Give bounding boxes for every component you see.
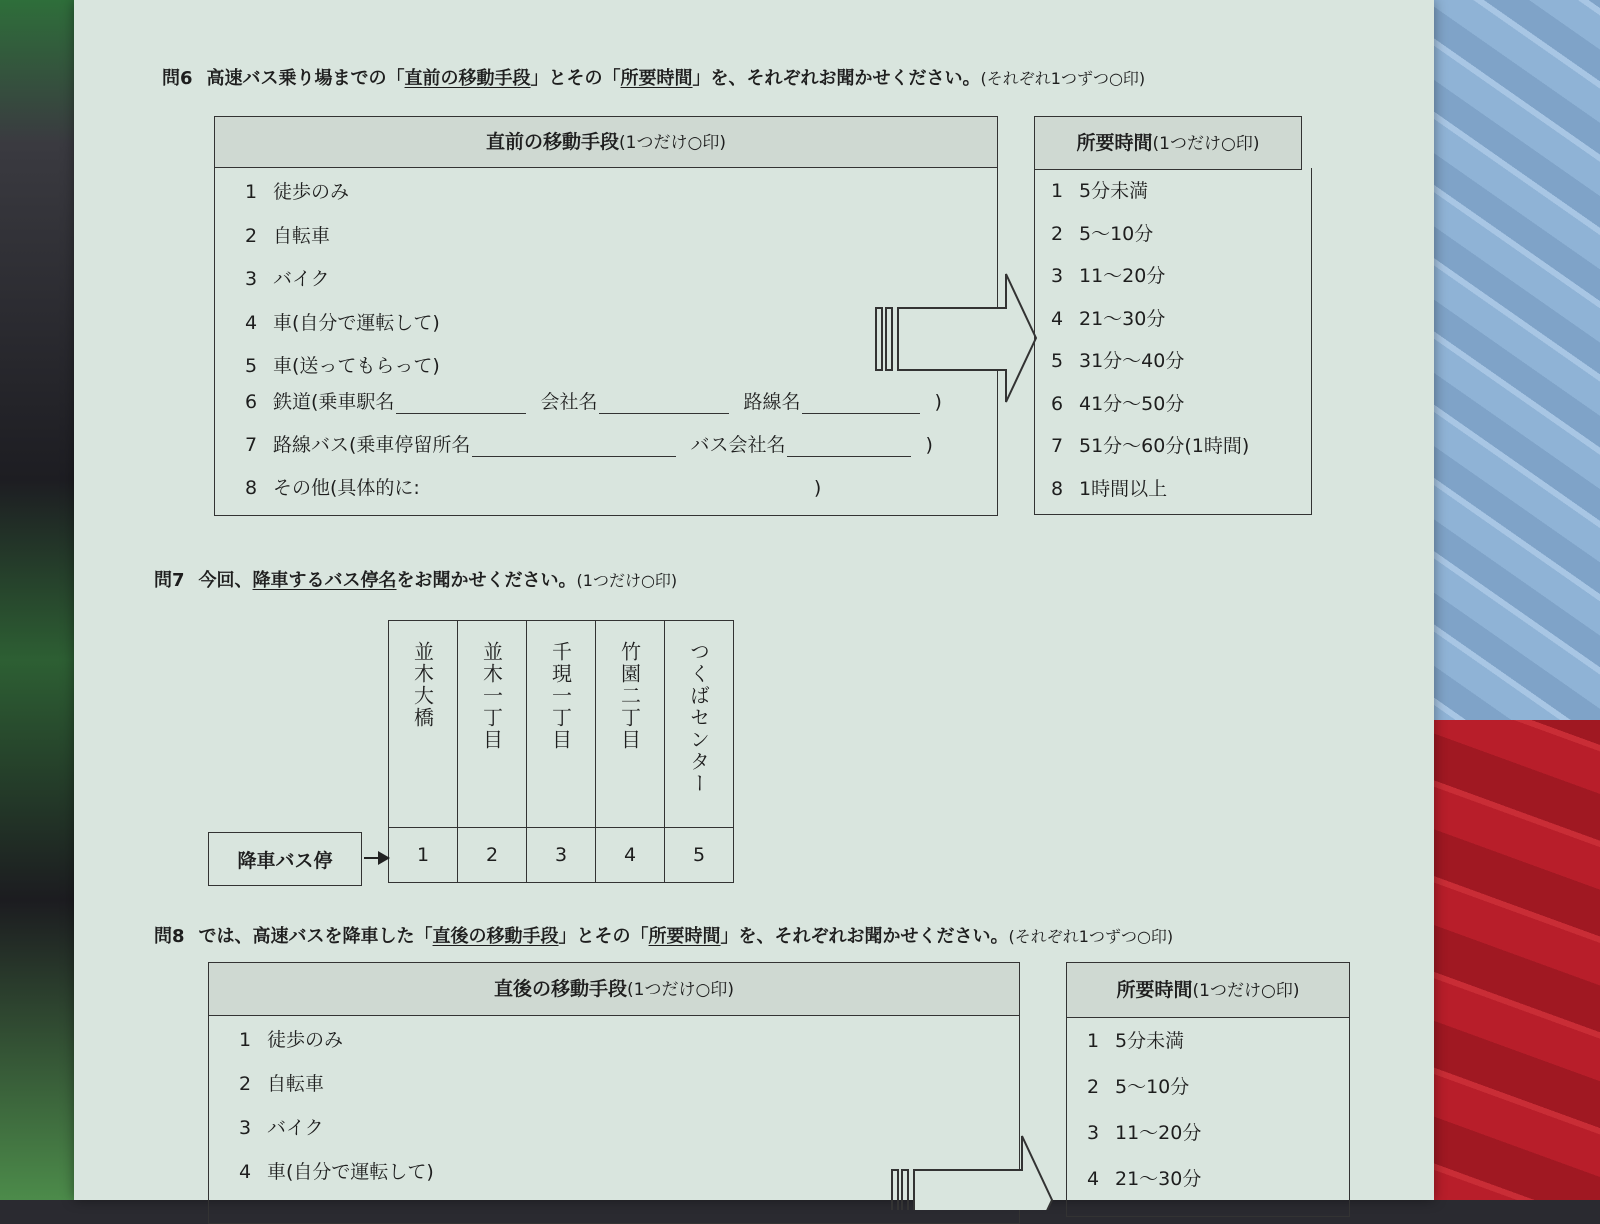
q6-underlined-time: 所要時間 xyxy=(620,68,693,89)
option-label: 自転車 xyxy=(267,1073,325,1095)
q8-title xyxy=(154,922,1173,948)
q7-underlined-text: 降車するバス停名 xyxy=(252,570,397,591)
q7-text-post: をお聞かせください。 xyxy=(396,570,577,591)
q8-time-option-3[interactable] xyxy=(1087,1118,1201,1145)
option-label: 5分未満 xyxy=(1115,1030,1185,1052)
option-number: 2 xyxy=(239,1073,252,1095)
q8-time-box xyxy=(1066,1016,1350,1217)
q6-title xyxy=(162,64,1145,90)
option-label: 車(自分で運転して) xyxy=(273,311,440,334)
q8-time-header-inner xyxy=(1067,963,1349,1017)
bus-stop-name: 並木一丁目 xyxy=(479,641,504,751)
q6-underlined-means: 直前の移動手段 xyxy=(404,68,531,89)
option-label: 21～30分 xyxy=(1115,1168,1202,1190)
q8-text-post: 」を、それぞれお聞かせください。 xyxy=(720,926,1009,947)
bus-stop-name-cell xyxy=(665,621,734,828)
option-label: 11～20分 xyxy=(1115,1122,1202,1144)
q6-text: 高速バス乗り場までの「 xyxy=(206,68,405,89)
company-name-blank[interactable] xyxy=(599,393,729,414)
q6-right-arrow-icon xyxy=(874,268,1044,408)
q6-option-4[interactable] xyxy=(245,308,440,335)
q6-option-3[interactable] xyxy=(245,264,330,291)
station-name-blank[interactable] xyxy=(396,393,526,414)
option-number: 4 xyxy=(1087,1168,1100,1190)
q6-time-option-5[interactable] xyxy=(1051,346,1184,373)
option-label: 鉄道( xyxy=(273,391,319,413)
bus-stop-name: 並木大橋 xyxy=(410,641,435,729)
option-number: 7 xyxy=(245,434,258,456)
bus-stop-choice-1[interactable]: 1 xyxy=(389,828,458,883)
paren-close: ) xyxy=(813,477,822,499)
q8-time-header-sub: (1つだけ○印) xyxy=(1192,981,1300,1001)
bus-stop-name-blank[interactable] xyxy=(472,436,676,457)
option-number: 3 xyxy=(239,1117,252,1139)
q7-row-label: 降車バス停 xyxy=(208,832,362,886)
q8-option-3[interactable] xyxy=(239,1113,324,1140)
field-label-bus-stop: 乗車停留所名 xyxy=(356,434,471,456)
q6-option-8[interactable] xyxy=(245,473,821,500)
q6-option-2[interactable] xyxy=(245,221,330,248)
q7-bus-stop-table xyxy=(388,620,734,883)
field-label-line: 路線名 xyxy=(743,391,801,413)
q8-time-header xyxy=(1066,962,1350,1018)
q8-underlined-time: 所要時間 xyxy=(648,926,721,947)
paren-close: ) xyxy=(934,391,942,413)
q8-right-arrow-icon xyxy=(890,1130,1060,1210)
q6-time-option-8[interactable] xyxy=(1051,474,1167,501)
option-number: 1 xyxy=(245,181,258,203)
q6-text-mid: 」とその「 xyxy=(530,68,621,89)
paren-close: ) xyxy=(925,434,933,456)
q7-text: 今回、 xyxy=(198,570,253,591)
q6-number: 問6 xyxy=(162,68,193,89)
option-label: 自転車 xyxy=(273,224,331,247)
q8-means-header xyxy=(209,963,1019,1016)
option-number: 1 xyxy=(1087,1030,1100,1052)
option-label: 徒歩のみ xyxy=(273,181,350,203)
option-label: 31分～40分 xyxy=(1079,350,1185,372)
field-label-company: 会社名 xyxy=(540,391,598,413)
q6-time-box xyxy=(1034,168,1312,515)
q6-option-5[interactable] xyxy=(245,351,440,378)
option-label: 11～20分 xyxy=(1079,265,1166,287)
q8-time-option-4[interactable] xyxy=(1087,1164,1201,1191)
option-label: 路線バス( xyxy=(273,434,357,456)
bus-stop-name-cell xyxy=(596,621,665,828)
q6-time-option-3[interactable] xyxy=(1051,261,1165,288)
option-number: 7 xyxy=(1051,435,1064,457)
survey-sheet xyxy=(74,0,1434,1200)
option-number: 3 xyxy=(1087,1122,1100,1144)
q6-means-header-text: 直前の移動手段 xyxy=(486,131,620,153)
q7-arrow-icon xyxy=(364,848,392,868)
q6-time-option-2[interactable] xyxy=(1051,219,1153,246)
q8-time-option-2[interactable] xyxy=(1087,1072,1189,1099)
field-label-station: 乗車駅名 xyxy=(318,391,395,413)
option-label: その他(具体的に: xyxy=(273,477,420,499)
bus-stop-choice-4[interactable]: 4 xyxy=(596,828,665,883)
option-label: 21～30分 xyxy=(1079,307,1166,330)
q6-time-option-4[interactable] xyxy=(1051,304,1165,331)
q8-means-header-sub: (1つだけ○印) xyxy=(627,980,734,1000)
q7-title xyxy=(154,566,677,592)
q6-time-header-inner xyxy=(1035,117,1301,169)
option-number: 6 xyxy=(1051,392,1064,415)
option-number: 2 xyxy=(245,224,258,247)
option-number: 2 xyxy=(1087,1076,1100,1098)
bus-company-blank[interactable] xyxy=(787,436,911,457)
q8-option-2[interactable] xyxy=(239,1069,324,1096)
q6-text-post: 」を、それぞれお聞かせください。 xyxy=(692,68,981,89)
option-number: 8 xyxy=(245,477,258,499)
q8-option-4[interactable] xyxy=(239,1157,434,1184)
q8-text: では、高速バスを降車した「 xyxy=(198,926,433,947)
q8-means-header-text: 直後の移動手段 xyxy=(494,978,628,1000)
q8-time-option-1[interactable] xyxy=(1087,1026,1184,1053)
bus-stop-choice-5[interactable]: 5 xyxy=(665,828,734,883)
q6-note: (それぞれ1つずつ○印) xyxy=(980,69,1146,88)
q8-option-1[interactable] xyxy=(239,1025,343,1052)
option-number: 1 xyxy=(239,1029,252,1051)
option-number: 5 xyxy=(245,355,258,377)
q8-note: (それぞれ1つずつ○印) xyxy=(1008,927,1174,946)
field-label-bus-company: バス会社名 xyxy=(690,434,786,456)
option-number: 8 xyxy=(1051,477,1064,500)
option-number: 6 xyxy=(245,391,258,413)
option-label: 車(自分で運転して) xyxy=(267,1161,434,1183)
option-number: 3 xyxy=(245,268,258,290)
q7-note: (1つだけ○印) xyxy=(576,571,678,590)
option-label: 5～10分 xyxy=(1115,1076,1190,1098)
q6-time-option-6[interactable] xyxy=(1051,389,1184,416)
option-label: 車(送ってもらって) xyxy=(273,355,440,377)
bus-stop-name-cell xyxy=(389,621,458,828)
option-number: 5 xyxy=(1051,350,1064,372)
bus-stop-choice-2[interactable]: 2 xyxy=(458,828,527,883)
q8-time-header-text: 所要時間 xyxy=(1116,979,1193,1001)
q8-underlined-means: 直後の移動手段 xyxy=(432,926,559,947)
option-number: 4 xyxy=(245,311,258,334)
q6-option-7[interactable] xyxy=(245,430,933,457)
option-label: バイク xyxy=(273,268,330,290)
q6-time-header-sub: (1つだけ○印) xyxy=(1152,134,1260,154)
bus-stop-name-cell xyxy=(527,621,596,828)
bus-stop-name: 竹園二丁目 xyxy=(617,641,642,751)
option-number: 1 xyxy=(1051,180,1064,202)
q6-option-1[interactable] xyxy=(245,177,349,204)
q7-number: 問7 xyxy=(154,570,185,591)
q6-option-6[interactable] xyxy=(245,387,942,414)
q6-time-header-text: 所要時間 xyxy=(1076,132,1153,154)
q6-time-option-1[interactable] xyxy=(1051,176,1148,203)
option-label: 51分～60分(1時間) xyxy=(1079,435,1250,457)
option-label: 5分未満 xyxy=(1079,180,1149,202)
q6-means-header-sub: (1つだけ○印) xyxy=(619,133,726,153)
option-label: 1時間以上 xyxy=(1079,477,1168,500)
bus-stop-name-cell xyxy=(458,621,527,828)
option-label: 徒歩のみ xyxy=(267,1029,344,1051)
bus-stop-name: つくばセンター xyxy=(686,641,711,795)
option-number: 2 xyxy=(1051,222,1064,245)
q8-number: 問8 xyxy=(154,926,185,947)
option-number: 4 xyxy=(1051,307,1064,330)
q8-text-mid: 」とその「 xyxy=(558,926,649,947)
option-number: 4 xyxy=(239,1161,252,1183)
q6-means-header xyxy=(215,117,997,168)
q6-time-header xyxy=(1034,116,1302,170)
option-label: 41分～50分 xyxy=(1079,392,1185,415)
option-number: 3 xyxy=(1051,265,1064,287)
q6-time-option-7[interactable] xyxy=(1051,431,1249,458)
bus-stop-name: 千現一丁目 xyxy=(548,641,573,751)
bus-stop-choice-3[interactable]: 3 xyxy=(527,828,596,883)
option-label: 5～10分 xyxy=(1079,222,1154,245)
option-label: バイク xyxy=(267,1117,324,1139)
